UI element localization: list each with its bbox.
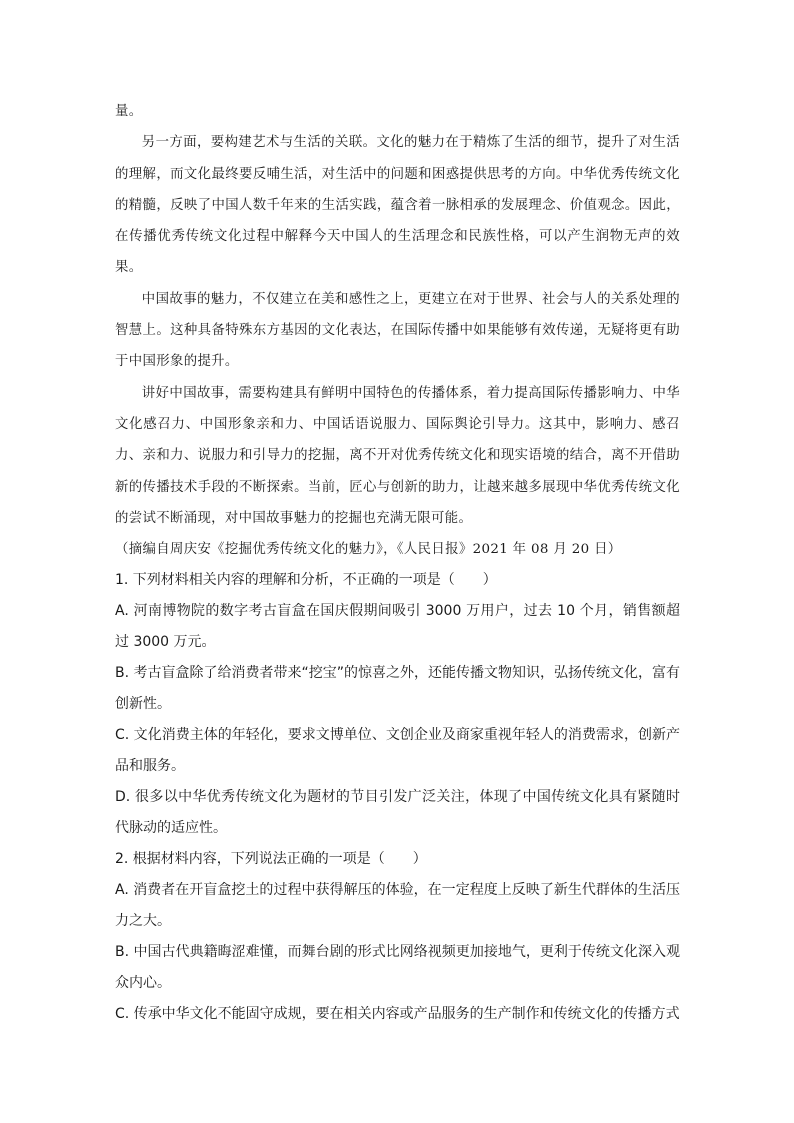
answer-option-b: B. 中国古代典籍晦涩难懂，而舞台剧的形式比网络视频更加接地气，更利于传统文化深入观众内心。 (115, 944, 680, 992)
passage-paragraph-continuation: 量。 (115, 104, 143, 119)
answer-option-c: C. 文化消费主体的年轻化，要求文博单位、文创企业及商家重视年轻人的消费需求，创新产品和服务。 (115, 727, 680, 775)
question-2 (115, 844, 680, 1030)
page-content (115, 96, 680, 1030)
answer-option-c: C. 传承中华文化不能固守成规，要在相关内容或产品服务的生产制作和传统文化的传播方式 (115, 1006, 680, 1023)
answer-option-b: B. 考古盲盒除了给消费者带来“挖宝”的惊喜之外，还能传播文物知识，弘扬传统文化，富有创新性。 (115, 665, 681, 713)
question-stem: 2. 根据材料内容，下列说法正确的一项是（ ） (115, 851, 427, 868)
passage-source-citation: （摘编自周庆安《挖掘优秀传统文化的魅力》，《人民日报》2021 年 08 月 20 日） (115, 542, 622, 558)
question-1 (115, 565, 680, 844)
questions-section (115, 565, 680, 1030)
answer-option-d: D. 很多以中华优秀传统文化为题材的节目引发广泛关注，体现了中国传统文化具有紧随时代脉动的适应性。 (115, 789, 680, 837)
passage-paragraph: 另一方面，要构建艺术与生活的关联。文化的魅力在于精炼了生活的细节，提升了对生活的理解，而文化最终要反哺生活，对生活中的问题和困惑提供思考的方向。中华优秀传统文化的精髓，反映了中国人数千年来的生活实践，蕴含着一脉相承的发展理念、价值观念。因此，在传播优秀传统文化过程中解释今天中国人的生活理念和民族性格，可以产生润物无声的效果。 (115, 135, 680, 276)
question-stem: 1. 下列材料相关内容的理解和分析，不正确的一项是（ ） (115, 572, 497, 589)
reading-passage (115, 96, 680, 565)
answer-option-a: A. 河南博物院的数字考古盲盒在国庆假期间吸引 3000 万用户，过去 10 个月，销售额超过 3000 万元。 (115, 603, 680, 651)
answer-option-a: A. 消费者在开盲盒挖土的过程中获得解压的体验，在一定程度上反映了新生代群体的生活压力之大。 (115, 882, 680, 930)
passage-paragraph: 中国故事的魅力，不仅建立在美和感性之上，更建立在对于世界、社会与人的关系处理的智慧上。这种具备特殊东方基因的文化表达，在国际传播中如果能够有效传递，无疑将更有助于中国形象的提升。 (115, 291, 680, 370)
passage-paragraph: 讲好中国故事，需要构建具有鲜明中国特色的传播体系，着力提高国际传播影响力、中华文化感召力、中国形象亲和力、中国话语说服力、国际舆论引导力。这其中，影响力、感召力、亲和力、说服力和引导力的挖掘，离不开对优秀传统文化和现实语境的结合，离不开借助新的传播技术手段的不断探索。当前，匠心与创新的助力，让越来越多展现中华优秀传统文化的尝试不断涌现，对中国故事魅力的挖掘也充满无限可能。 (115, 385, 680, 526)
